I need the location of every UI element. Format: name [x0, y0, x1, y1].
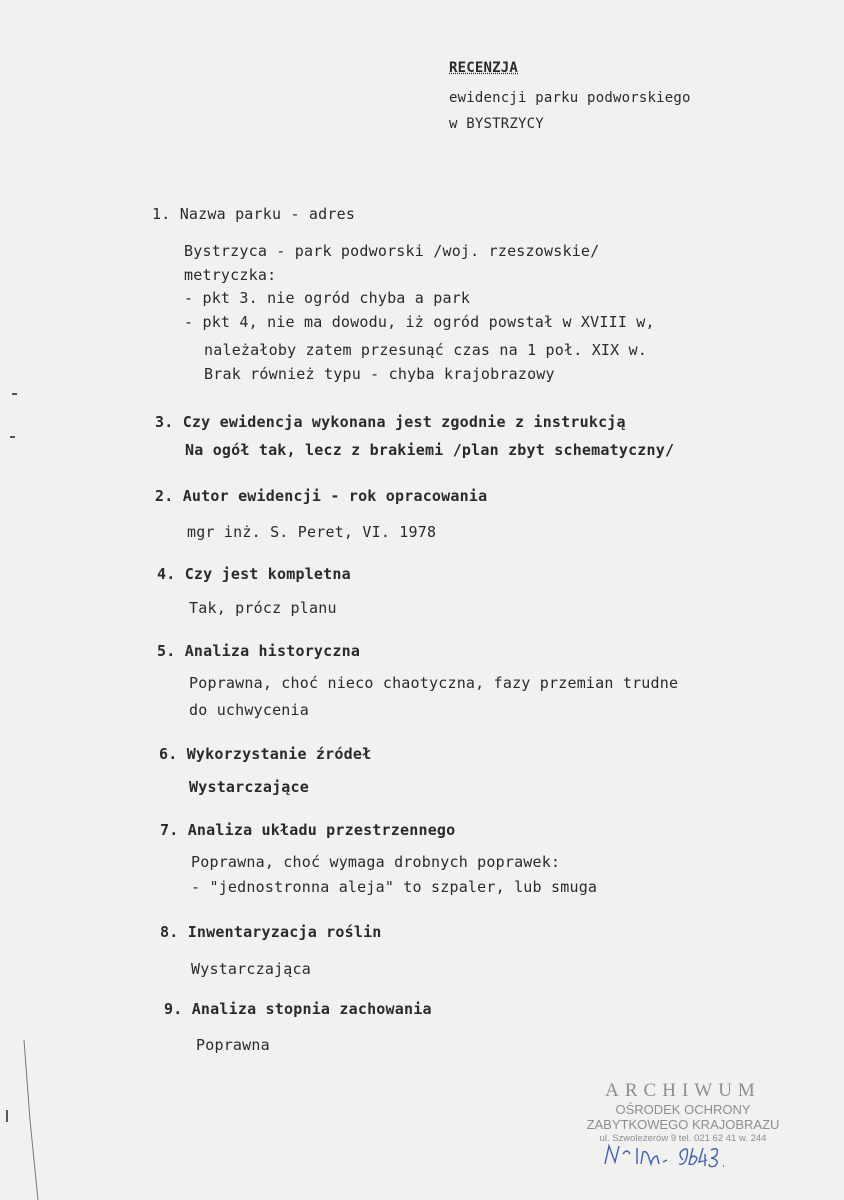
section-3-line: Na ogół tak, lecz z brakiemi /plan zbyt schematyczny/ [185, 441, 675, 459]
margin-mark [12, 393, 17, 395]
section-6-line: Wystarczające [189, 778, 309, 796]
document-location: w BYSTRZYCY [449, 116, 544, 132]
stamp-address: ul. Szwoleżerów 9 tel. 021 62 41 w. 244 [599, 1133, 767, 1144]
section-7-title: 7. Analiza układu przestrzennego [160, 821, 456, 839]
section-1-line: należałoby zatem przesunąć czas na 1 poł. XIX w. [204, 341, 648, 359]
stamp-institution: ZABYTKOWEGO KRAJOBRAZU [586, 1117, 780, 1132]
section-2-line: mgr inż. S. Peret, VI. 1978 [187, 523, 437, 541]
section-1-line: Bystrzyca - park podworski /woj. rzeszowskie/ [184, 242, 600, 260]
section-7-line: - "jednostronna aleja" to szpaler, lub smuga [191, 878, 598, 896]
section-4-title: 4. Czy jest kompletna [157, 565, 351, 583]
section-9-line: Poprawna [196, 1036, 270, 1054]
section-1-title: 1. Nazwa parku - adres [152, 205, 356, 223]
section-8-line: Wystarczająca [191, 960, 311, 978]
section-8-title: 8. Inwentaryzacja roślin [160, 923, 382, 941]
section-1-line: - pkt 4, nie ma dowodu, iż ogród powstał w XVIII w, [184, 313, 655, 331]
section-3-title: 3. Czy ewidencja wykonana jest zgodnie z instrukcją [155, 413, 626, 431]
margin-mark [6, 1110, 8, 1122]
stamp-archiwum: ARCHIWUM [605, 1080, 761, 1101]
stamp-institution: OŚRODEK OCHRONY [615, 1102, 751, 1117]
section-1-line: metryczka: [184, 266, 277, 284]
margin-scribble [20, 1040, 42, 1200]
section-7-line: Poprawna, choć wymaga drobnych poprawek: [191, 853, 561, 871]
document-subtitle: ewidencji parku podworskiego [449, 90, 691, 106]
document-title: RECENZJA [449, 60, 519, 76]
section-9-title: 9. Analiza stopnia zachowania [164, 1000, 432, 1018]
section-5-title: 5. Analiza historyczna [157, 642, 361, 660]
section-1-line: - pkt 3. nie ogród chyba a park [184, 289, 471, 307]
section-2-title: 2. Autor ewidencji - rok opracowania [155, 487, 488, 505]
section-6-title: 6. Wykorzystanie źródeł [159, 745, 372, 763]
section-5-line: Poprawna, choć nieco chaotyczna, fazy przemian trudne [189, 674, 679, 692]
section-5-line: do uchwycenia [189, 701, 309, 719]
section-4-line: Tak, prócz planu [189, 599, 337, 617]
margin-mark [10, 436, 15, 438]
handwritten-inventory-number [603, 1136, 733, 1172]
section-1-line: Brak również typu - chyba krajobrazowy [204, 365, 555, 383]
